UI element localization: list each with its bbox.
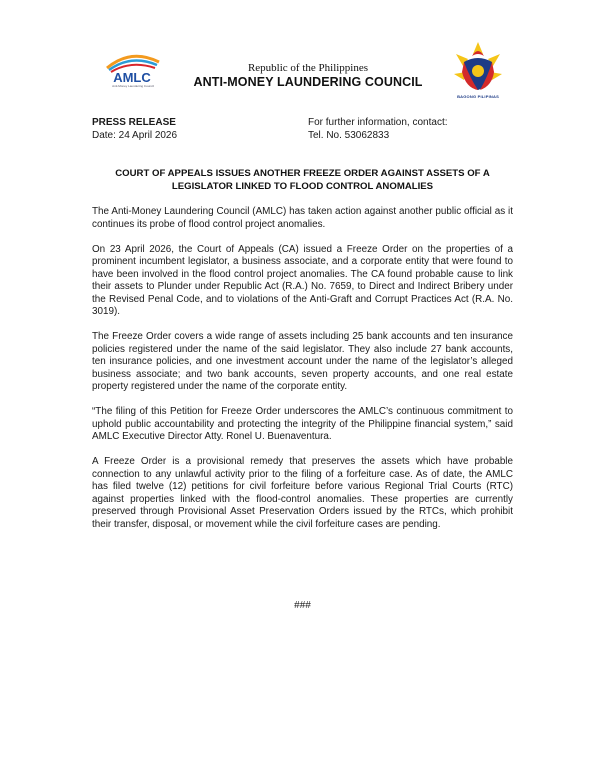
republic-line: Republic of the Philippines bbox=[247, 62, 369, 74]
contact-tel: Tel. No. 53062833 bbox=[308, 130, 390, 141]
amlc-logo bbox=[101, 52, 163, 92]
release-meta bbox=[92, 116, 177, 142]
paragraph: On 23 April 2026, the Court of Appeals (CA) issued a Freeze Order on the properties of a prominent incumbent legislator, a business associate, and a corporate entity that were found to have been involved in the flood control project anomalies. The CA found probable cause to link their assets to Plunder under Republic Act (R.A.) No. 7659, to Direct and Indirect Bribery under the Revised Penal Code, and to violations of the Anti-Graft and Corrupt Practices Act (R.A. No. 3019). bbox=[92, 243, 513, 317]
agency-header bbox=[178, 62, 438, 90]
bagong-pilipinas-caption: BAGONG PILIPINAS bbox=[457, 94, 499, 99]
press-release-label: PRESS RELEASE bbox=[92, 117, 176, 128]
paragraph: The Anti-Money Laundering Council (AMLC) has taken action against another public official as it continues its probe of flood control project anomalies. bbox=[92, 206, 513, 230]
amlc-logo-tagline: Anti-Money Laundering Council bbox=[112, 84, 154, 88]
release-body bbox=[92, 206, 513, 544]
release-date: Date: 24 April 2026 bbox=[92, 130, 178, 141]
paragraph: The Freeze Order covers a wide range of assets including 25 bank accounts and ten insurance policies registered under the name of the said legislator. They also include 27 bank accounts, ten insurance policies, and one investment account under the name of the legislator’s alleged business associate; and two bank accounts, seven property accounts, and one real estate property registered under the name of the corporate entity. bbox=[92, 331, 513, 392]
bagong-pilipinas-logo bbox=[443, 40, 513, 102]
contact-info bbox=[308, 116, 448, 142]
amlc-logo-text: AMLC bbox=[113, 70, 151, 85]
sun-emblem-icon bbox=[443, 40, 513, 94]
agency-name: ANTI-MONEY LAUNDERING COUNCIL bbox=[193, 75, 423, 89]
end-mark: ### bbox=[294, 600, 311, 611]
release-title: COURT OF APPEALS ISSUES ANOTHER FREEZE ORDER AGAINST ASSETS OF A LEGISLATOR LINKED TO FLOOD CONTROL ANOMALIES bbox=[115, 168, 490, 192]
paragraph: “The filing of this Petition for Freeze Order underscores the AMLC’s continuous commitment to uphold public accountability and protecting the integrity of the Philippine financial system,” said AMLC Executive Director Atty. Ronel U. Buenaventura. bbox=[92, 406, 513, 442]
contact-label: For further information, contact: bbox=[308, 117, 448, 128]
paragraph: A Freeze Order is a provisional remedy that preserves the assets which have probable connection to any unlawful activity prior to the filing of a forfeiture case. As of date, the AMLC has filed twelve (12) petitions for civil forfeiture before various Regional Trial Courts (RTC) against properties linked with the flood-control anomalies. These properties are currently preserved through Provisional Asset Preservation Orders issued by the RTCs, which prohibit their transfer, disposal, or movement while the civil forfeiture cases are pending. bbox=[92, 456, 513, 530]
